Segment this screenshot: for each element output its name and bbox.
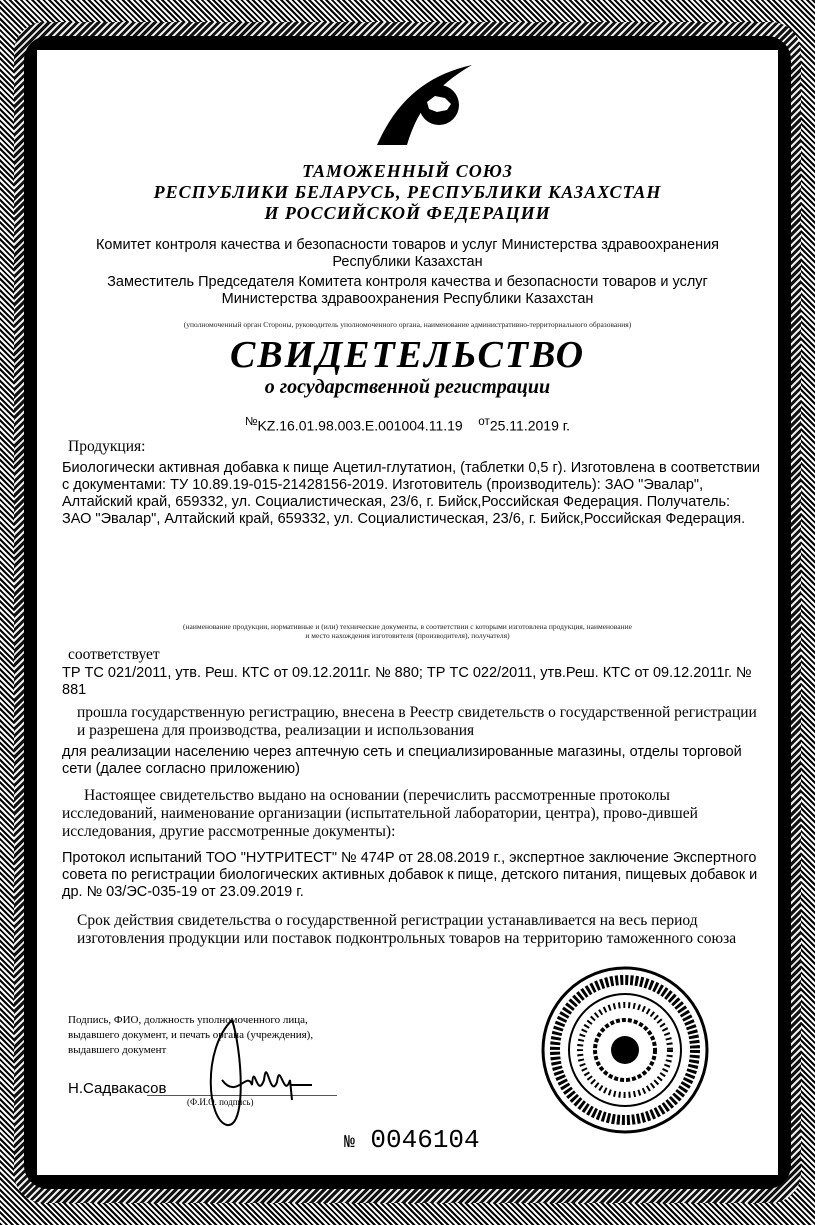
registration-date: 25.11.2019 г. — [489, 417, 571, 434]
handwritten-signature — [192, 1010, 332, 1130]
certificate-title: СВИДЕТЕЛЬСТВО — [229, 334, 586, 376]
deputy-line-2: Министерства здравоохранения Республики Казахстан — [221, 291, 594, 307]
serial-value: 0046104 — [370, 1125, 480, 1155]
compliance-label: соответствует — [68, 646, 160, 663]
certificate-subtitle: о государственной регистрации — [264, 376, 551, 398]
committee-line-1: Комитет контроля качества и безопасности товаров и услуг Министерства здравоохранения — [95, 237, 720, 253]
date-prefix: от — [478, 415, 490, 428]
product-description: Биологически активная добавка к пище Ацетил-глутатион, (таблетки 0,5 г). Изготовлена в соответствии с документами: ТУ 10.89.19-015-21428156-2019. Изготовитель (производитель): ЗАО "Эвалар", Алтайский край, 659332, ул. Социалистическая, 23/6, г. Бийск,Российская Федерация. Получатель: ЗАО "Эвалар", Алтайский край, 659332, ул. Социалистическая, 23/6, г. Бийск,Российская Федерация. — [62, 460, 761, 527]
basis-intro: Настоящее свидетельство выдано на основании (перечислить рассмотренные протоколы исследований, наименование организации (испытательной лаборатории, центра), прово-дившей исследования, другие рассмотренные документы): — [62, 787, 698, 840]
compliance-regulations: ТР ТС 021/2011, утв. Реш. КТС от 09.12.2011г. № 880; ТР ТС 022/2011, утв.Реш. КТС от 09.12.2011г. № 881 — [62, 665, 752, 698]
customs-union-logo — [367, 60, 477, 150]
serial-prefix: № — [344, 1133, 355, 1153]
registration-number-line — [37, 415, 778, 434]
committee-line-2: Республики Казахстан — [332, 254, 483, 270]
deputy-line-1: Заместитель Председателя Комитета контроля качества и безопасности товаров и услуг — [107, 274, 708, 290]
product-caption-2: и место нахождения изготовителя (производителя), получателя) — [305, 631, 510, 640]
registration-statement: прошла государственную регистрацию, внесена в Реестр свидетельств о государственной регистрации и разрешена для производства, реализации и использования — [77, 704, 757, 739]
usage-scope: для реализации населению через аптечную сеть и специализированные магазины, отделы торговой сети (далее согласно приложению) — [62, 744, 742, 777]
product-label: Продукция: — [68, 438, 146, 455]
certificate-sheet — [37, 50, 778, 1175]
registration-number: KZ.16.01.98.003.E.001004.11.19 — [257, 417, 463, 434]
union-title-2: РЕСПУБЛИКИ БЕЛАРУСЬ, РЕСПУБЛИКИ КАЗАХСТАН — [153, 182, 662, 202]
official-seal — [540, 965, 710, 1135]
validity-statement: Срок действия свидетельства о государственной регистрации устанавливается на весь период изготовления продукции или поставок подконтрольных товаров на территорию таможенного союза — [77, 912, 737, 947]
union-title-1: ТАМОЖЕННЫЙ СОЮЗ — [302, 161, 513, 181]
signature-caption: Подпись, ФИО, должность уполномоченного лица, выдавшего документ, и печать органа (учреждения), выдавшего документ — [68, 1014, 314, 1056]
number-prefix: № — [244, 415, 258, 428]
product-caption-1: (наименование продукции, нормативные и (или) технические документы, в соответствии с которыми изготовлена продукция, наименование — [183, 622, 632, 631]
signature-line-caption: (Ф.И.О. подпись) — [187, 1097, 254, 1107]
authority-caption: (уполномоченный орган Стороны, руководитель уполномоченного органа, наименование административно-территориального образования) — [183, 320, 632, 329]
basis-documents: Протокол испытаний ТОО "НУТРИТЕСТ" № 474Р от 28.08.2019 г., экспертное заключение Экспертного совета по регистрации биологических активных добавок к пище, детского питания, пищевых добавок и др. № 03/ЭС-035-19 от 23.09.2019 г. — [62, 850, 758, 900]
serial-number — [344, 1125, 480, 1155]
signatory-name: Н.Садвакасов — [68, 1080, 167, 1097]
union-title-3: И РОССИЙСКОЙ ФЕДЕРАЦИИ — [264, 203, 551, 223]
